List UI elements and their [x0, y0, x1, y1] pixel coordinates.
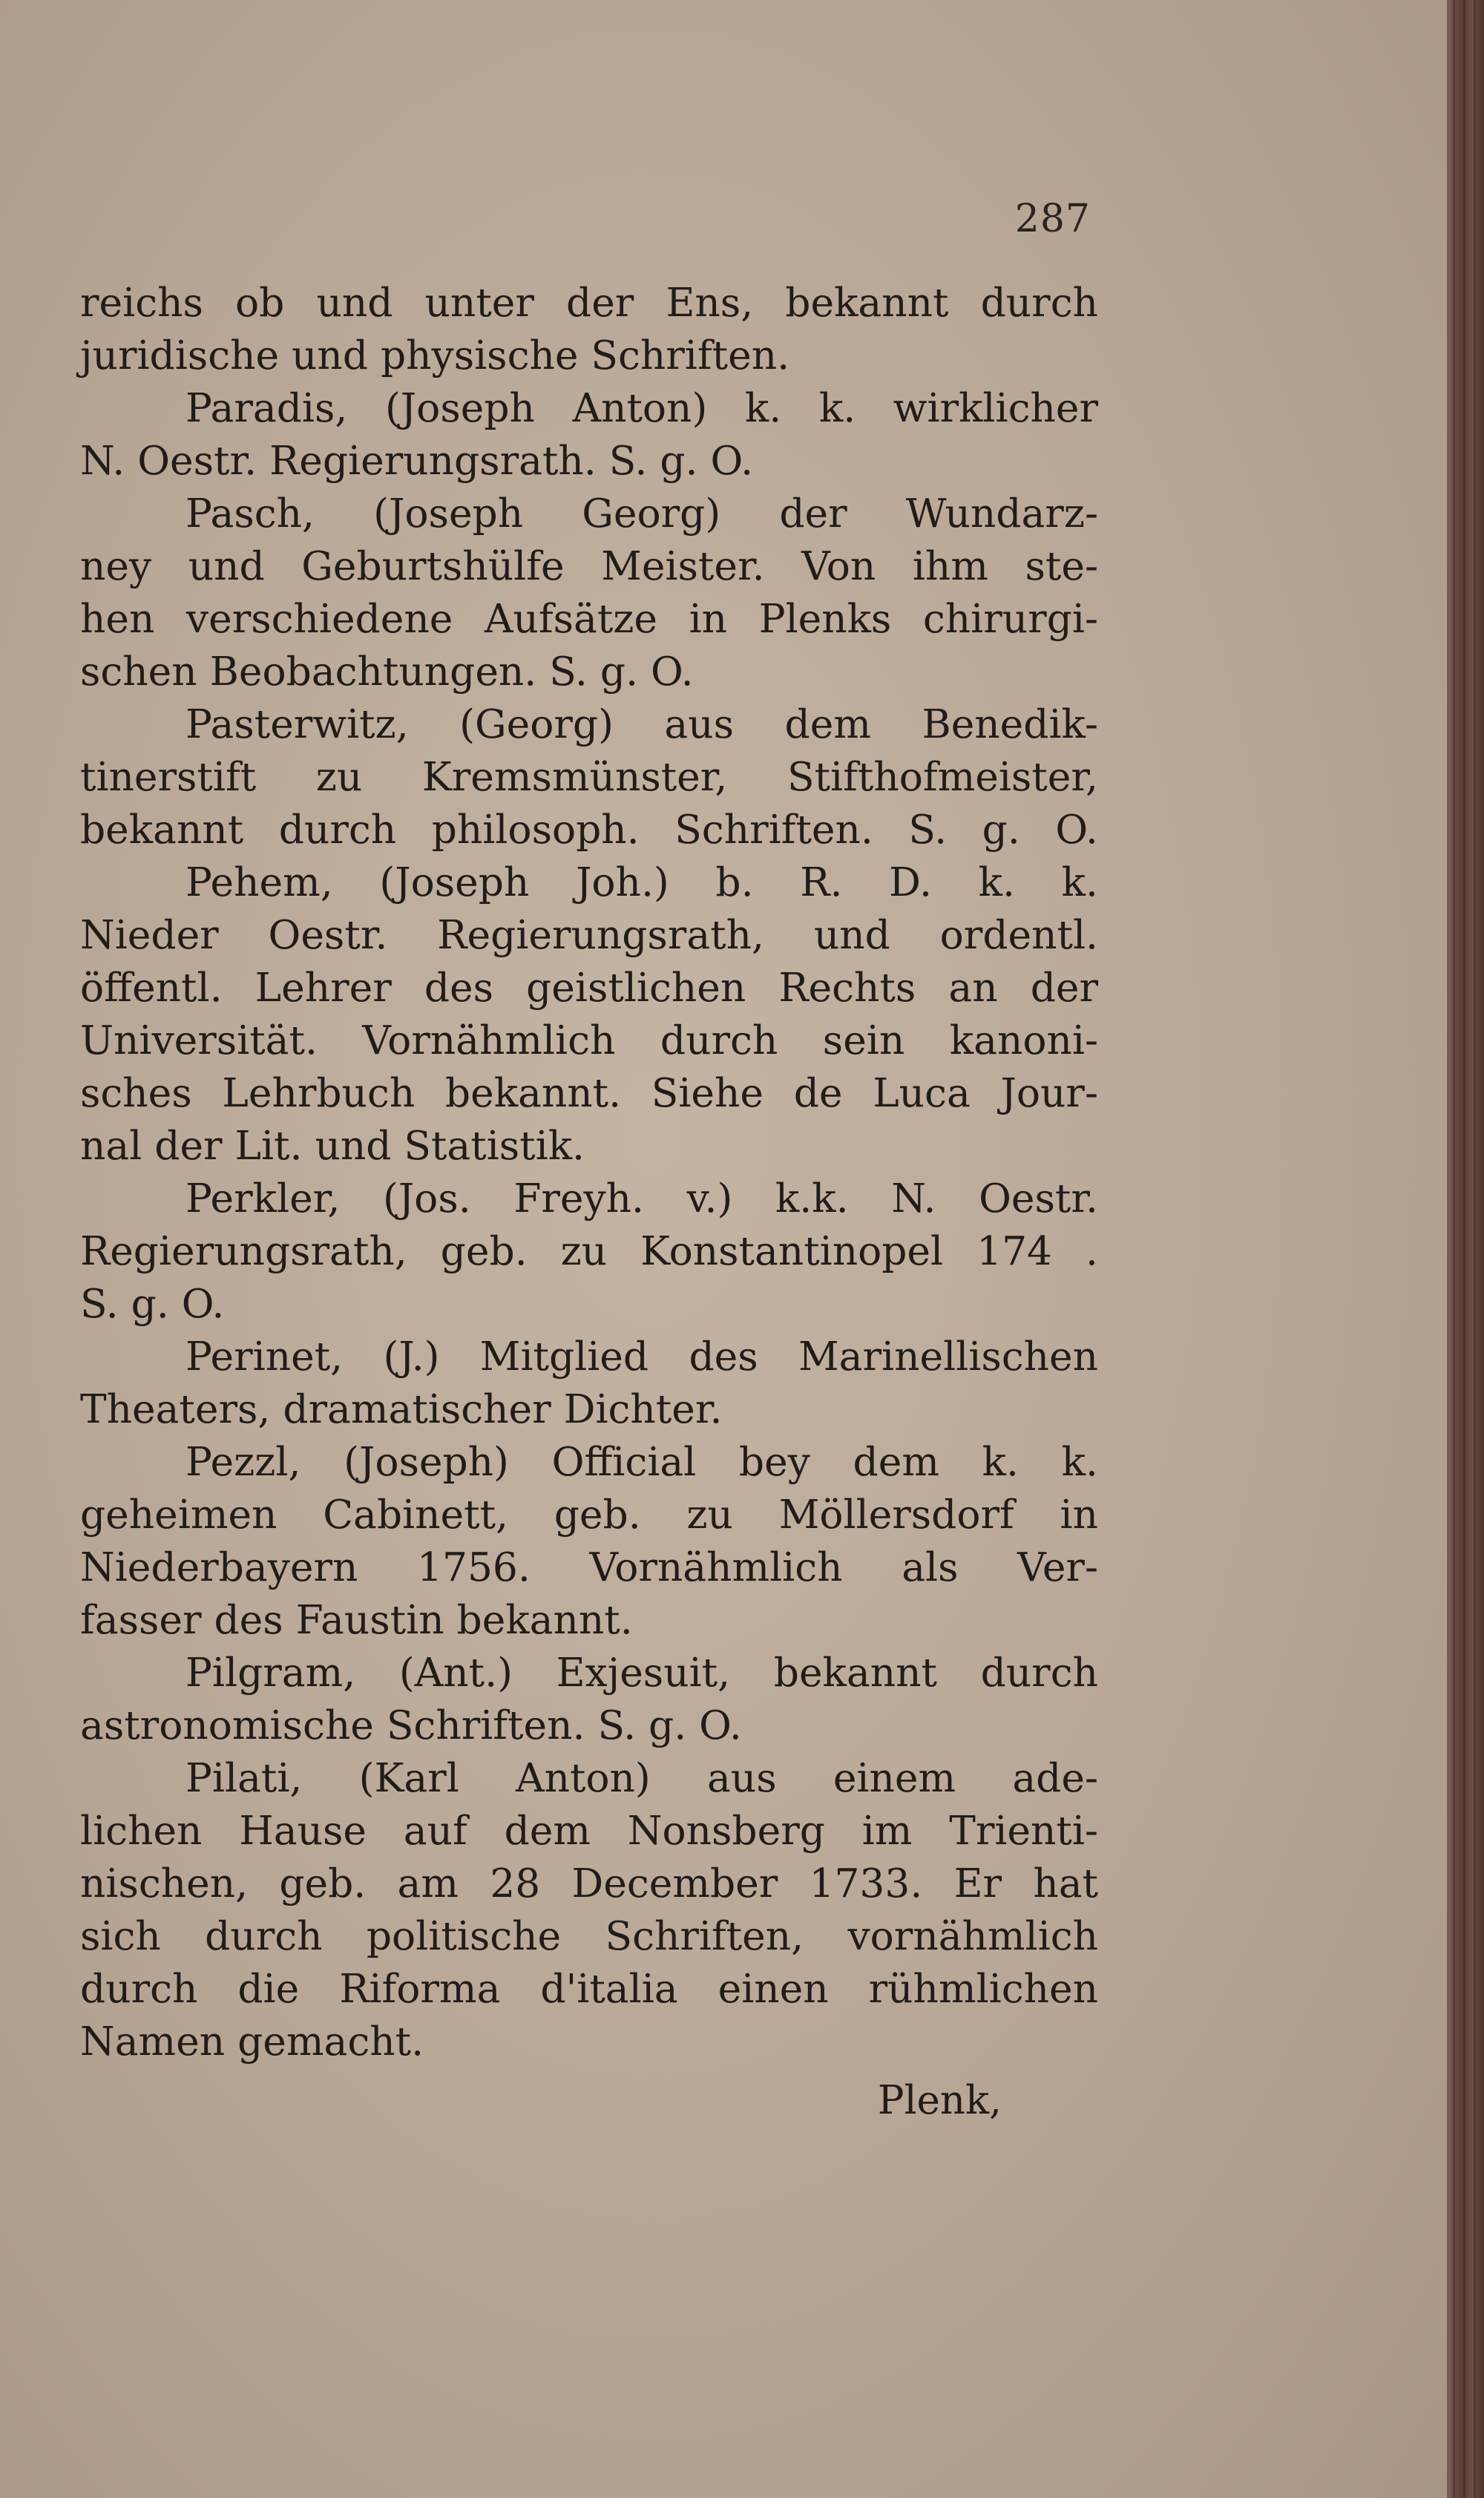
text-line: nal der Lit. und Statistik.: [80, 1122, 585, 1169]
page-edge-line: [1463, 0, 1465, 2498]
text-line: astronomische Schriften. S. g. O.: [80, 1702, 742, 1748]
text-line: juridische und physische Schriften.: [80, 332, 790, 378]
text-line: nischen, geb. am 28 December 1733. Er hat: [80, 1860, 1098, 1907]
text-line: Pasch, (Joseph Georg) der Wundarz-: [186, 490, 1098, 537]
catchword: Plenk,: [877, 2078, 1002, 2123]
text-line: Niederbayern 1756. Vornähmlich als Ver-: [80, 1544, 1098, 1590]
text-line: Nieder Oestr. Regierungsrath, und ordentl.: [80, 911, 1098, 958]
body-text: [80, 276, 1098, 2068]
text-line: schen Beobachtungen. S. g. O.: [80, 648, 694, 695]
text-line: S. g. O.: [80, 1280, 225, 1327]
text-line: Perinet, (J.) Mitglied des Marinellischen: [186, 1333, 1098, 1380]
text-line: sich durch politische Schriften, vornähmlich: [80, 1912, 1098, 1959]
text-line: Namen gemacht.: [80, 2018, 424, 2065]
book-edge: [1447, 0, 1484, 2498]
page-edge-line: [1453, 0, 1455, 2498]
text-line: N. Oestr. Regierungsrath. S. g. O.: [80, 437, 754, 484]
text-line: Perkler, (Jos. Freyh. v.) k.k. N. Oestr.: [186, 1175, 1098, 1222]
text-line: Universität. Vornähmlich durch sein kanoni-: [80, 1017, 1098, 1063]
text-line: geheimen Cabinett, geb. zu Möllersdorf in: [80, 1491, 1098, 1538]
text-line: Pilgram, (Ant.) Exjesuit, bekannt durch: [186, 1649, 1098, 1696]
text-line: öffentl. Lehrer des geistlichen Rechts an der: [80, 964, 1098, 1011]
page-edge-line: [1474, 0, 1476, 2498]
page-number: 287: [1014, 197, 1091, 241]
text-line: Paradis, (Joseph Anton) k. k. wirklicher: [186, 384, 1098, 431]
text-line: ney und Geburtshülfe Meister. Von ihm ste-: [80, 542, 1098, 589]
text-line: sches Lehrbuch bekannt. Siehe de Luca Jour-: [80, 1069, 1098, 1116]
text-line: Regierungsrath, geb. zu Konstantinopel 174 .: [80, 1227, 1098, 1274]
text-line: bekannt durch philosoph. Schriften. S. g. O.: [80, 806, 1098, 853]
text-line: Pilati, (Karl Anton) aus einem ade-: [186, 1754, 1098, 1801]
text-line: Pezzl, (Joseph) Official bey dem k. k.: [186, 1438, 1098, 1485]
text-line: Theaters, dramatischer Dichter.: [80, 1386, 723, 1432]
text-line: Pehem, (Joseph Joh.) b. R. D. k. k.: [186, 859, 1098, 905]
text-line: fasser des Faustin bekannt.: [80, 1596, 633, 1643]
text-line: tinerstift zu Kremsmünster, Stifthofmeister,: [80, 753, 1098, 800]
text-line: Pasterwitz, (Georg) aus dem Benedik-: [186, 701, 1098, 747]
text-line: hen verschiedene Aufsätze in Plenks chirurgi-: [80, 595, 1098, 642]
text-line: lichen Hause auf dem Nonsberg im Trienti-: [80, 1807, 1098, 1854]
text-line: reichs ob und unter der Ens, bekannt durch: [80, 279, 1098, 326]
text-line: durch die Riforma d'italia einen rühmlichen: [80, 1965, 1098, 2012]
